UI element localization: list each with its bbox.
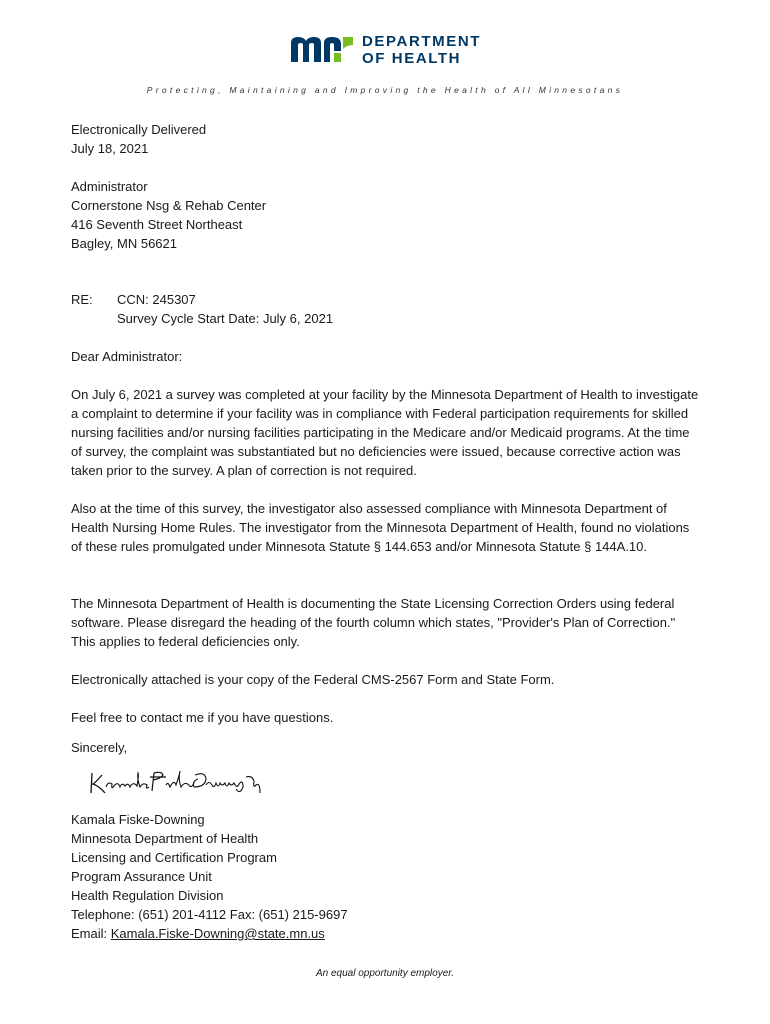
ccn-line: CCN: 245307	[117, 292, 196, 307]
mdh-logo	[289, 33, 489, 71]
recipient-facility: Cornerstone Nsg & Rehab Center	[71, 198, 267, 213]
logo-department-text: DEPARTMENT	[362, 33, 482, 50]
signer-phone: Telephone: (651) 201-4112 Fax: (651) 215-9697	[71, 907, 348, 922]
body-paragraph-3: The Minnesota Department of Health is documenting the State Licensing Correction Orders using federal software. Please disregard the heading of the fourth column which states, "Provider's Plan of Correction." This applies to federal deficiencies only.	[71, 596, 676, 649]
tagline: Protecting, Maintaining and Improving the Health of All Minnesotans	[146, 85, 624, 95]
closing: Sincerely,	[71, 740, 128, 755]
re-label: RE:	[71, 292, 93, 307]
body-paragraph-5: Feel free to contact me if you have questions.	[71, 710, 334, 725]
recipient-title: Administrator	[71, 179, 148, 194]
signer-name: Kamala Fiske-Downing	[71, 812, 205, 827]
email-label: Email:	[71, 926, 111, 941]
re-block	[117, 290, 333, 328]
recipient-city: Bagley, MN 56621	[71, 236, 177, 251]
body-paragraph-4: Electronically attached is your copy of the Federal CMS-2567 Form and State Form.	[71, 672, 555, 687]
signer-email-line	[71, 924, 325, 943]
signer-org: Minnesota Department of Health	[71, 831, 259, 846]
handwritten-signature	[88, 765, 263, 804]
delivery-method: Electronically Delivered	[71, 122, 207, 137]
body-paragraph-1: On July 6, 2021 a survey was completed at your facility by the Minnesota Department of Health to investigate a complaint to determine if your facility was in compliance with Federal participation requirements for skilled nursing facilities and/or nursing facilities participating in the Medicare and/or Medicaid programs. At the time of survey, the complaint was substantiated but no deficiencies were issued, because corrective action was taken prior to the survey. A plan of correction is not required.	[71, 387, 699, 478]
signer-program: Licensing and Certification Program	[71, 850, 277, 865]
body-paragraph-2: Also at the time of this survey, the investigator also assessed compliance with Minnesota Department of Health Nursing Home Rules. The investigator from the Minnesota Department of Health, found no violations of these rules promulgated under Minnesota Statute § 144.653 and/or Minnesota Statute § 144A.10.	[71, 501, 690, 554]
mn-logo-icon	[289, 33, 355, 63]
recipient-street: 416 Seventh Street Northeast	[71, 217, 243, 232]
signer-division: Health Regulation Division	[71, 888, 224, 903]
salutation: Dear Administrator:	[71, 349, 183, 364]
letter-date: July 18, 2021	[71, 141, 149, 156]
signer-unit: Program Assurance Unit	[71, 869, 212, 884]
logo-of-health-text: OF HEALTH	[362, 50, 462, 67]
survey-date-line: Survey Cycle Start Date: July 6, 2021	[117, 311, 334, 326]
footer-equal-opportunity: An equal opportunity employer.	[315, 968, 455, 979]
email-link[interactable]: Kamala.Fiske-Downing@state.mn.us	[110, 926, 325, 941]
